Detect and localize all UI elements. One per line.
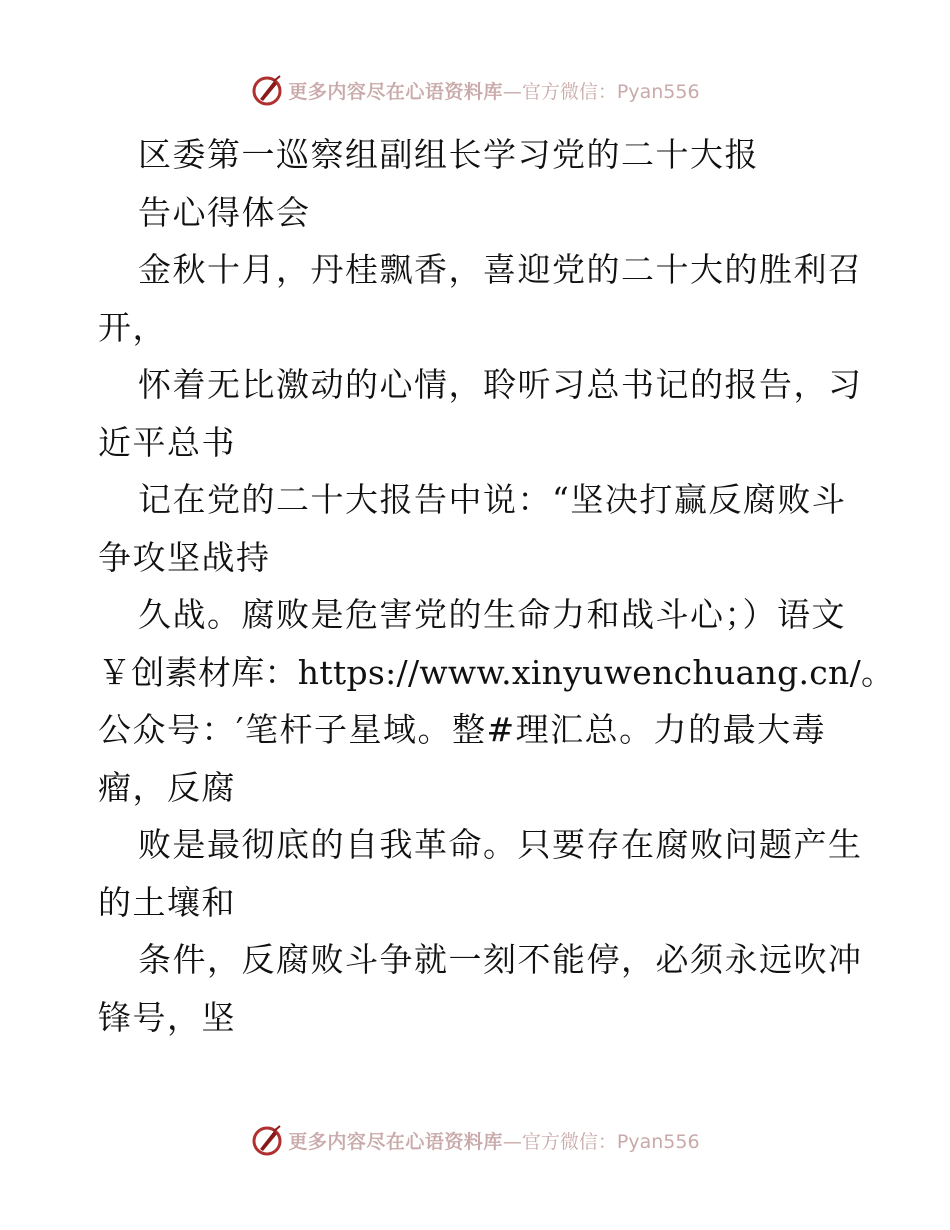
text-line: 败是最彻底的自我革命。只要存在腐败问题产生: [138, 825, 863, 864]
footer-watermark-banner: [0, 1120, 950, 1160]
banner-contact: —官方微信：Pyan556: [502, 80, 700, 103]
text-line: 瘤，反腐: [98, 767, 236, 807]
text-line: 开，: [98, 307, 167, 347]
quill-logo-icon: [250, 73, 284, 107]
text-line: 锋号，坚: [98, 997, 236, 1037]
text-line: 金秋十月，丹桂飘香，喜迎党的二十大的胜利召: [138, 250, 863, 289]
text-line: ￥创素材库：https://www.xinyuwenchuang.cn/。: [98, 652, 895, 692]
banner-text: 更多内容尽在心语资料库: [288, 80, 503, 103]
text-line: 记在党的二十大报告中说：“坚决打赢反腐败斗: [138, 480, 847, 519]
text-line: 争攻坚战持: [98, 537, 271, 577]
banner-text: 更多内容尽在心语资料库: [288, 1130, 503, 1153]
text-line: 怀着无比激动的心情，聆听习总书记的报告，习: [138, 365, 863, 404]
text-line: 近平总书: [98, 422, 236, 462]
text-line: 条件，反腐败斗争就一刻不能停，必须永远吹冲: [138, 940, 863, 979]
header-watermark-banner: [0, 70, 950, 110]
title-line-1: 区委第一巡察组副组长学习党的二十大报: [138, 135, 759, 174]
document-body: [98, 126, 895, 1046]
banner-contact: —官方微信：Pyan556: [502, 1130, 700, 1153]
text-line: 公众号：′笔杆子星域。整#理汇总。力的最大毒: [98, 710, 827, 749]
title-line-2: 告心得体会: [138, 192, 311, 232]
text-line: 的土壤和: [98, 882, 236, 922]
text-line: 久战。腐败是危害党的生命力和战斗心；）语文: [138, 595, 846, 634]
quill-logo-icon: [250, 1123, 284, 1157]
